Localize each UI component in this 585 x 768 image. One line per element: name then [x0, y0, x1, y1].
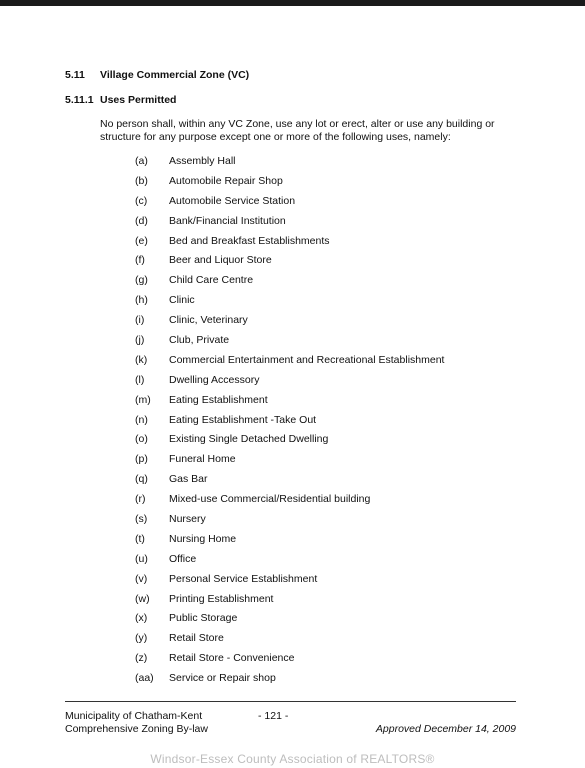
list-item	[135, 373, 444, 393]
list-item-letter: (w)	[135, 592, 150, 605]
list-item-text: Automobile Repair Shop	[169, 174, 283, 187]
list-item-letter: (b)	[135, 174, 148, 187]
section-title: Village Commercial Zone (VC)	[100, 69, 250, 81]
list-item-text: Beer and Liquor Store	[169, 254, 272, 267]
list-item-letter: (s)	[135, 513, 148, 526]
list-item-text: Eating Establishment -Take Out	[169, 413, 317, 426]
list-item	[135, 651, 444, 671]
list-item	[135, 611, 444, 631]
list-item-letter: (g)	[135, 274, 148, 287]
list-item	[135, 293, 444, 313]
intro-paragraph: No person shall, within any VC Zone, use any lot or erect, alter or use any building or structure for any purpose except one or more of the following uses, namely:	[100, 118, 495, 143]
footer-line-2: Comprehensive Zoning By-law	[65, 723, 208, 735]
list-item-text: Bank/Financial Institution	[169, 214, 286, 227]
list-item	[135, 512, 444, 532]
list-item-text: Clinic	[169, 294, 195, 307]
list-item	[135, 333, 444, 353]
list-item-letter: (l)	[135, 373, 145, 386]
list-item-text: Automobile Service Station	[169, 194, 296, 207]
list-item	[135, 273, 444, 293]
watermark: Windsor-Essex County Association of REALTORS®	[150, 752, 435, 766]
footer-municipality	[65, 710, 208, 736]
list-item	[135, 432, 444, 452]
list-item-text: Retail Store	[169, 632, 224, 645]
list-item-text: Nursery	[169, 513, 206, 526]
list-item-letter: (r)	[135, 493, 146, 506]
list-item	[135, 472, 444, 492]
list-item-letter: (f)	[135, 254, 145, 267]
footer-line-1: Municipality of Chatham-Kent	[65, 710, 203, 722]
list-item	[135, 671, 444, 691]
list-item-letter: (n)	[135, 413, 148, 426]
list-item-text: Funeral Home	[169, 453, 236, 466]
subsection-heading	[65, 94, 176, 106]
page-number: - 121 -	[258, 710, 289, 722]
list-item-letter: (k)	[135, 353, 148, 366]
list-item-text: Commercial Entertainment and Recreational Establishment	[169, 353, 445, 366]
list-item-text: Mixed-use Commercial/Residential building	[169, 493, 371, 506]
list-item-letter: (j)	[135, 334, 145, 347]
list-item-letter: (p)	[135, 453, 148, 466]
list-item-letter: (h)	[135, 294, 148, 307]
list-item	[135, 413, 444, 433]
list-item	[135, 631, 444, 651]
list-item-text: Personal Service Establishment	[169, 572, 318, 585]
list-item-letter: (o)	[135, 433, 148, 446]
list-item-letter: (q)	[135, 473, 148, 486]
list-item-text: Dwelling Accessory	[169, 373, 260, 386]
list-item	[135, 234, 444, 254]
list-item	[135, 393, 444, 413]
uses-list	[135, 154, 444, 691]
list-item-letter: (t)	[135, 532, 145, 545]
list-item-letter: (e)	[135, 234, 148, 247]
list-item-text: Clinic, Veterinary	[169, 314, 248, 327]
list-item-text: Printing Establishment	[169, 592, 274, 605]
list-item-letter: (z)	[135, 652, 148, 665]
list-item	[135, 572, 444, 592]
list-item-letter: (v)	[135, 572, 148, 585]
list-item-text: Office	[169, 552, 197, 565]
list-item	[135, 452, 444, 472]
footer-divider	[65, 701, 516, 702]
list-item	[135, 592, 444, 612]
list-item-text: Assembly Hall	[169, 155, 236, 167]
list-item-letter: (m)	[135, 393, 151, 406]
list-item	[135, 492, 444, 512]
list-item-text: Service or Repair shop	[169, 672, 276, 685]
list-item	[135, 194, 444, 214]
list-item	[135, 552, 444, 572]
list-item	[135, 174, 444, 194]
list-item-letter: (d)	[135, 214, 148, 227]
list-item-letter: (u)	[135, 552, 148, 565]
list-item	[135, 532, 444, 552]
list-item-text: Bed and Breakfast Establishments	[169, 234, 330, 247]
top-border-bar	[0, 0, 585, 6]
subsection-title: Uses Permitted	[100, 94, 177, 106]
list-item-text: Retail Store - Convenience	[169, 652, 295, 665]
list-item-letter: (aa)	[135, 672, 154, 685]
list-item	[135, 253, 444, 273]
list-item	[135, 353, 444, 373]
list-item-text: Nursing Home	[169, 532, 237, 545]
subsection-number: 5.11.1	[65, 94, 94, 106]
list-item	[135, 154, 444, 174]
approved-date: Approved December 14, 2009	[375, 723, 516, 735]
list-item-letter: (x)	[135, 612, 148, 625]
section-number: 5.11	[65, 69, 85, 81]
list-item-letter: (i)	[135, 314, 145, 327]
list-item-text: Child Care Centre	[169, 274, 254, 287]
list-item-text: Existing Single Detached Dwelling	[169, 433, 329, 446]
list-item	[135, 214, 444, 234]
section-heading	[65, 69, 249, 81]
list-item-text: Eating Establishment	[169, 393, 268, 406]
list-item	[135, 313, 444, 333]
list-item-letter: (c)	[135, 194, 148, 207]
list-item-letter: (a)	[135, 155, 148, 167]
list-item-text: Club, Private	[169, 334, 230, 347]
list-item-text: Gas Bar	[169, 473, 208, 486]
list-item-letter: (y)	[135, 632, 148, 645]
list-item-text: Public Storage	[169, 612, 238, 625]
